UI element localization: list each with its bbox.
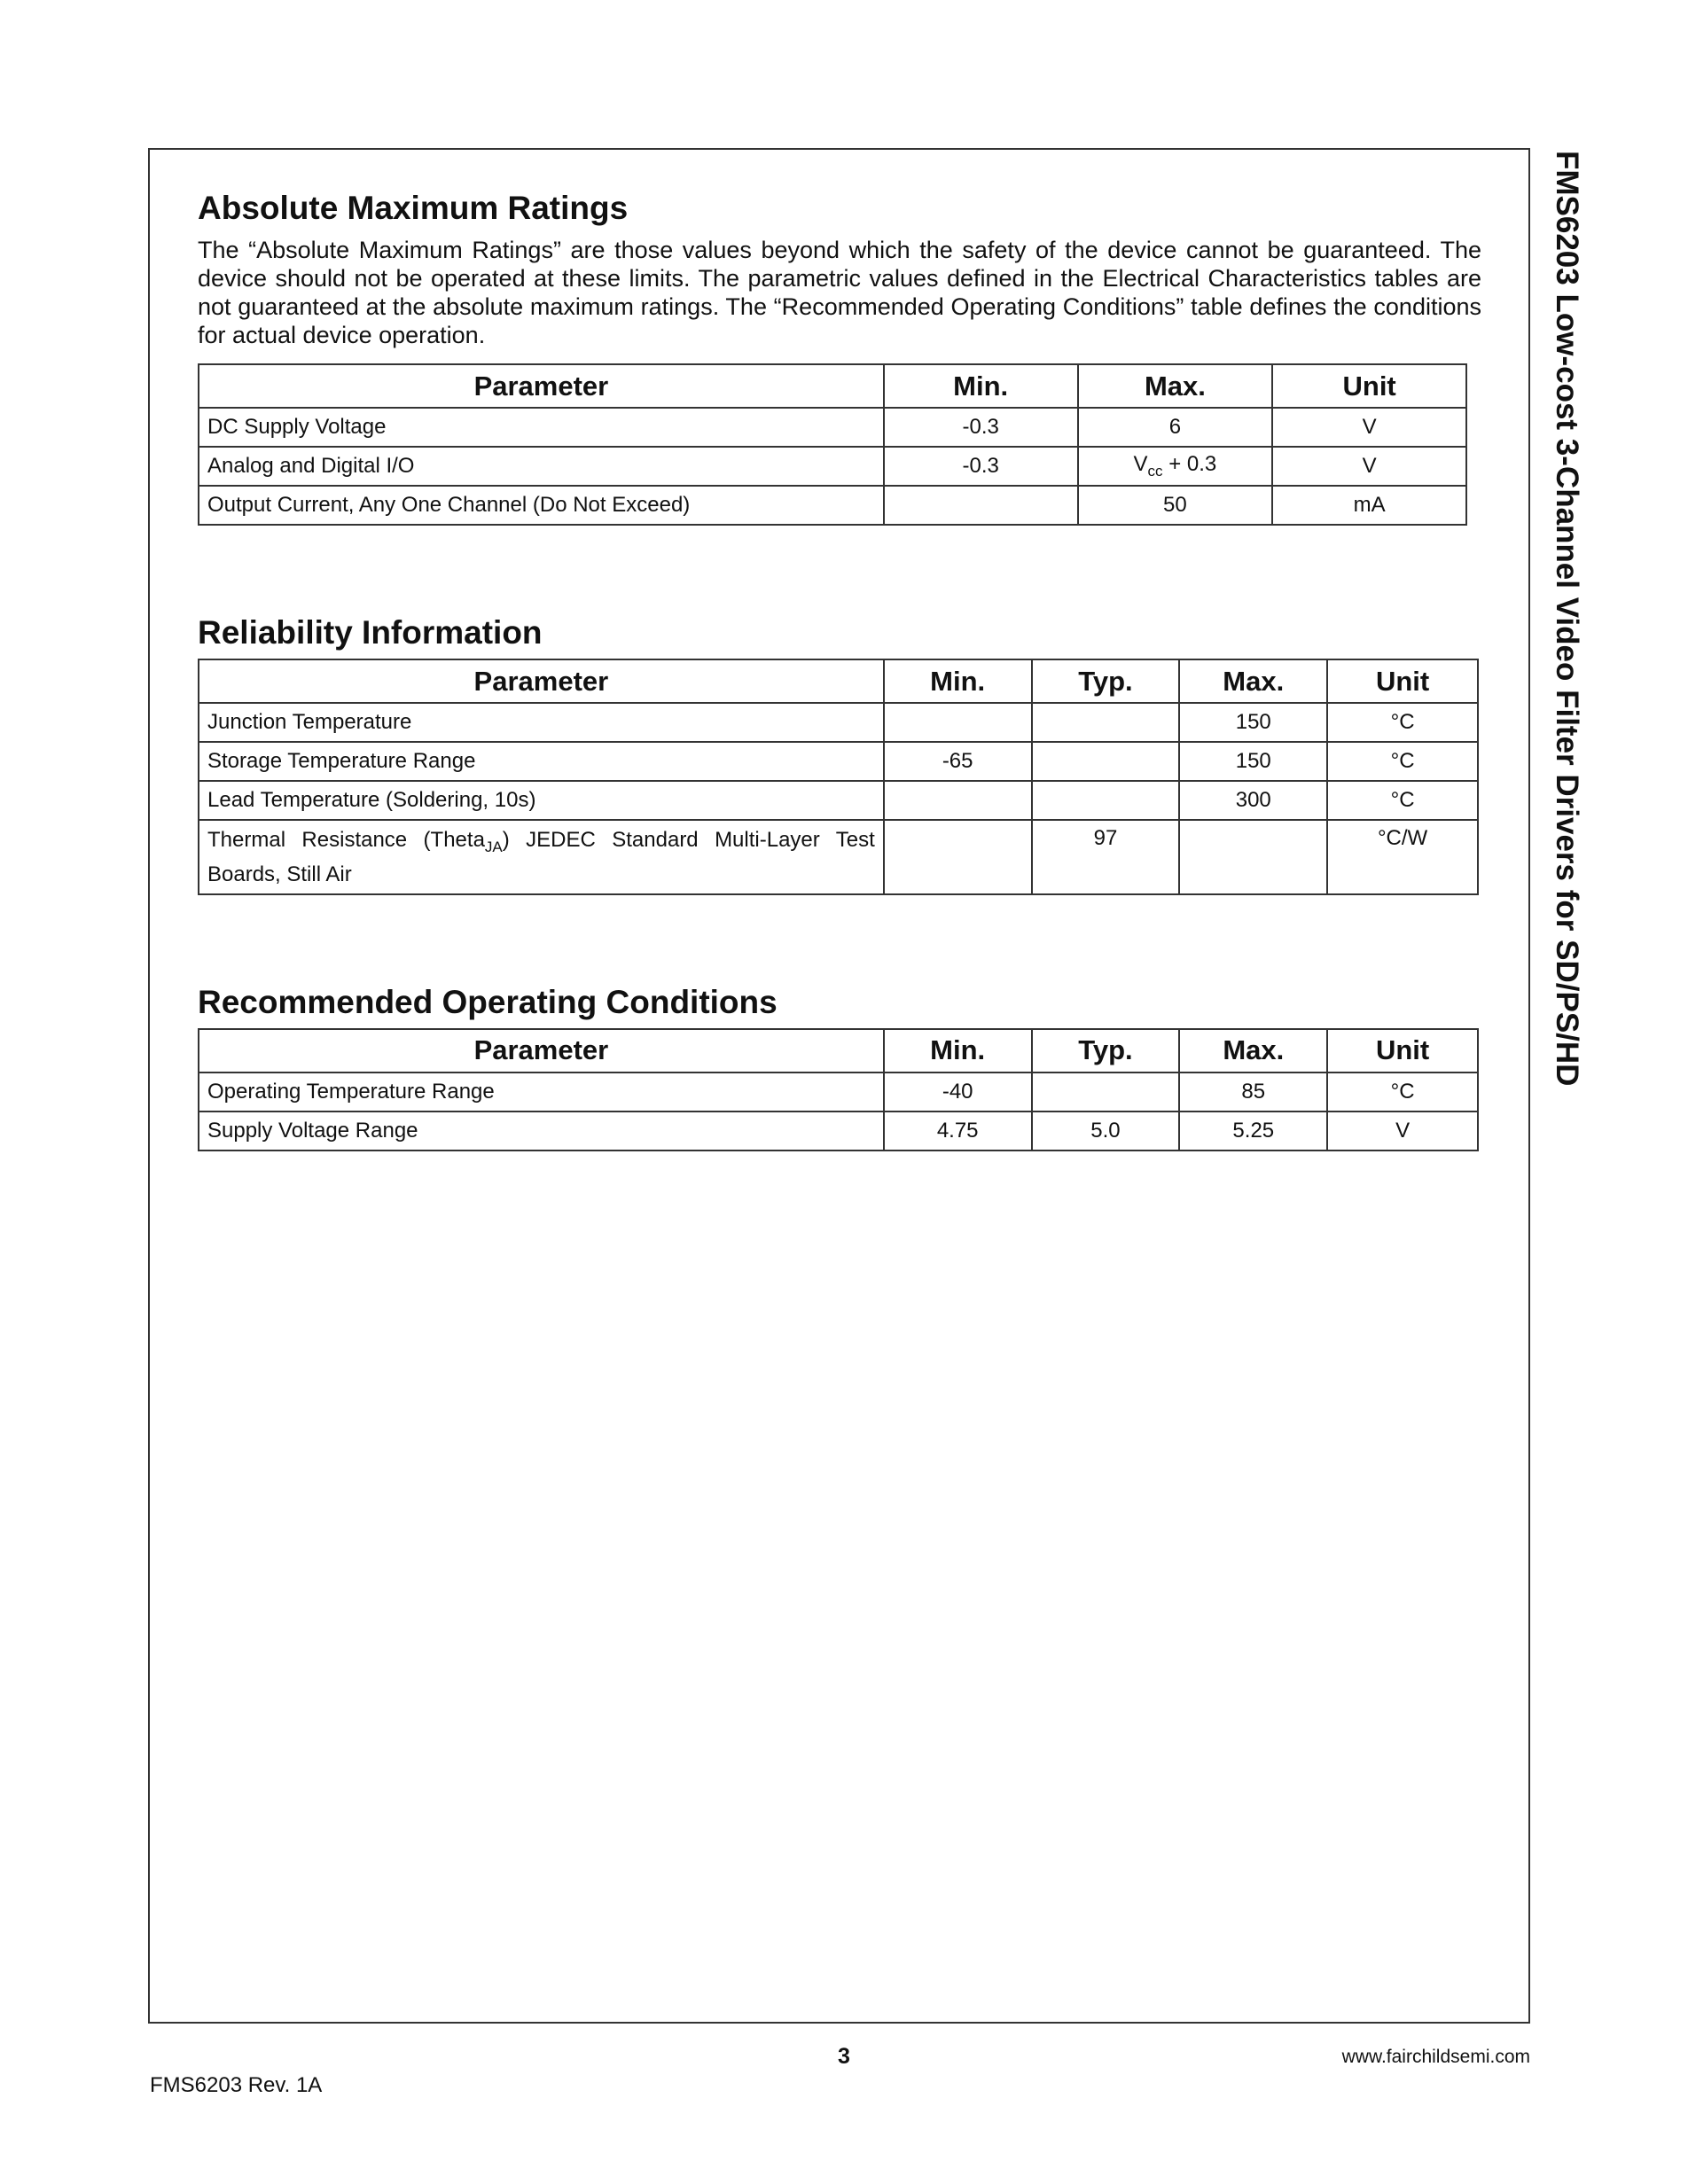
- abs-max-section: [198, 186, 1481, 526]
- recommended-heading: Recommended Operating Conditions: [198, 983, 778, 1020]
- cell-min: -0.3: [884, 408, 1078, 447]
- cell-unit: mA: [1272, 486, 1466, 525]
- header-unit: Unit: [1272, 364, 1466, 408]
- cell-unit: V: [1272, 408, 1466, 447]
- table-header-row: [199, 364, 1466, 408]
- table-row: [199, 486, 1466, 525]
- vcc-subscript: cc: [1147, 462, 1163, 480]
- recommended-table: [198, 1028, 1479, 1151]
- table-header-row: [199, 1029, 1478, 1072]
- header-unit: Unit: [1327, 1029, 1478, 1072]
- theta-label: Thermal Resistance (Theta: [207, 828, 485, 852]
- side-document-title: FMS6203 Low-cost 3-Channel Video Filter Drivers for SD/PS/HD: [1550, 151, 1584, 1087]
- cell-parameter: DC Supply Voltage: [199, 408, 884, 447]
- cell-max: [1179, 820, 1327, 894]
- website-link[interactable]: www.fairchildsemi.com: [1341, 2047, 1530, 2067]
- cell-unit: °C/W: [1327, 820, 1478, 894]
- header-typ: Typ.: [1032, 1029, 1180, 1072]
- table-row: [199, 820, 1478, 894]
- cell-typ: [1032, 781, 1180, 820]
- cell-max: 6: [1078, 408, 1273, 447]
- reliability-heading: Reliability Information: [198, 614, 543, 651]
- cell-min: -0.3: [884, 447, 1078, 486]
- header-typ: Typ.: [1032, 659, 1180, 703]
- header-min: Min.: [884, 659, 1032, 703]
- cell-unit: V: [1327, 1112, 1478, 1150]
- cell-max: 5.25: [1179, 1112, 1327, 1150]
- cell-min: [884, 486, 1078, 525]
- cell-max: 85: [1179, 1072, 1327, 1112]
- cell-min: [884, 703, 1032, 742]
- cell-max: 150: [1179, 703, 1327, 742]
- cell-max: [1078, 447, 1273, 486]
- theta-subscript: JA: [484, 838, 503, 855]
- abs-max-table: [198, 363, 1467, 526]
- cell-min: 4.75: [884, 1112, 1032, 1150]
- page-number: 3: [838, 2044, 850, 2069]
- cell-min: [884, 781, 1032, 820]
- cell-parameter: Lead Temperature (Soldering, 10s): [199, 781, 884, 820]
- reliability-section: [198, 611, 1481, 895]
- abs-max-heading: Absolute Maximum Ratings: [198, 190, 629, 226]
- cell-typ: 97: [1032, 820, 1180, 894]
- cell-unit: °C: [1327, 742, 1478, 781]
- cell-max: 150: [1179, 742, 1327, 781]
- table-row: [199, 1072, 1478, 1112]
- header-parameter: Parameter: [199, 364, 884, 408]
- table-row: [199, 1112, 1478, 1150]
- header-unit: Unit: [1327, 659, 1478, 703]
- cell-parameter: Storage Temperature Range: [199, 742, 884, 781]
- cell-parameter: Operating Temperature Range: [199, 1072, 884, 1112]
- vcc-offset: + 0.3: [1162, 452, 1217, 477]
- cell-unit: °C: [1327, 703, 1478, 742]
- recommended-section: [198, 980, 1481, 1151]
- abs-max-intro: The “Absolute Maximum Ratings” are those values beyond which the safety of the device cannot be guaranteed. The device should not be operated at these limits. The parametric values defined in the Electrical Characteristics tables are not guaranteed at the absolute maximum ratings. The “Recommended Operating Conditions” table defines the conditions for actual device operation.: [198, 237, 1481, 348]
- document-revision: FMS6203 Rev. 1A: [150, 2073, 323, 2097]
- cell-typ: [1032, 703, 1180, 742]
- cell-unit: °C: [1327, 781, 1478, 820]
- header-parameter: Parameter: [199, 1029, 884, 1072]
- cell-typ: [1032, 742, 1180, 781]
- reliability-table: [198, 659, 1479, 895]
- cell-unit: °C: [1327, 1072, 1478, 1112]
- cell-min: -65: [884, 742, 1032, 781]
- cell-parameter: Output Current, Any One Channel (Do Not Exceed): [199, 486, 884, 525]
- header-max: Max.: [1179, 659, 1327, 703]
- cell-min: -40: [884, 1072, 1032, 1112]
- header-min: Min.: [884, 1029, 1032, 1072]
- table-header-row: [199, 659, 1478, 703]
- table-row: [199, 408, 1466, 447]
- table-row: [199, 742, 1478, 781]
- table-row: [199, 703, 1478, 742]
- cell-parameter: [199, 820, 884, 894]
- table-row: [199, 781, 1478, 820]
- cell-parameter: Supply Voltage Range: [199, 1112, 884, 1150]
- header-min: Min.: [884, 364, 1078, 408]
- theta-label-rest: ) JEDEC Standard Multi-Layer Test Boards, Still Air: [207, 828, 875, 886]
- cell-parameter: Junction Temperature: [199, 703, 884, 742]
- header-max: Max.: [1179, 1029, 1327, 1072]
- cell-max: 300: [1179, 781, 1327, 820]
- table-row: [199, 447, 1466, 486]
- vcc-symbol: V: [1133, 452, 1148, 477]
- cell-parameter: Analog and Digital I/O: [199, 447, 884, 486]
- cell-max: 50: [1078, 486, 1273, 525]
- cell-min: [884, 820, 1032, 894]
- header-max: Max.: [1078, 364, 1273, 408]
- cell-unit: V: [1272, 447, 1466, 486]
- cell-typ: [1032, 1072, 1180, 1112]
- header-parameter: Parameter: [199, 659, 884, 703]
- page-content: [198, 186, 1481, 1151]
- cell-typ: 5.0: [1032, 1112, 1180, 1150]
